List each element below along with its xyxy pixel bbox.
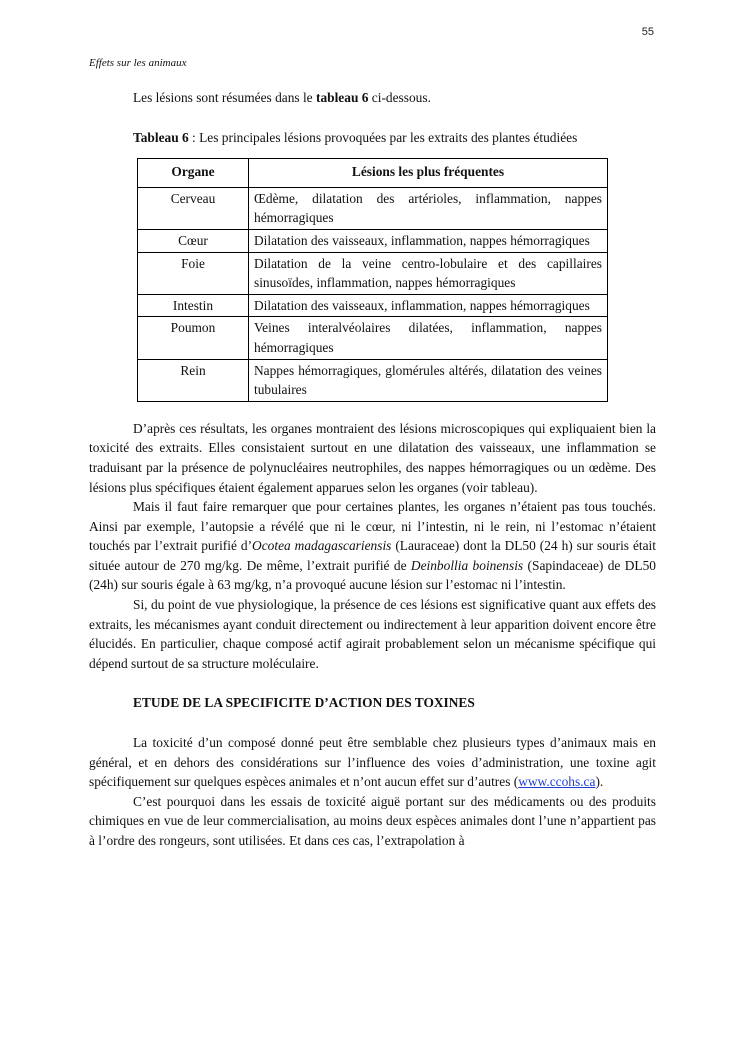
running-header: Effets sur les animaux (89, 57, 187, 69)
paragraph-exceptions (89, 497, 656, 595)
table-caption (89, 128, 656, 148)
header-organe: Organe (138, 159, 249, 188)
lesions-table-wrapper (137, 158, 656, 402)
table-row (138, 317, 608, 359)
para4-text: La toxicité d’un composé donné peut être semblable chez plusieurs types d’animaux mais en général, et en dehors des considérations sur l’influence des voies d’administration, une toxine agit spécifiquement sur quelques espèces animales et n’ont aucun effet sur d’autres ( (89, 735, 656, 790)
paragraph-acute-toxicity: C’est pourquoi dans les essais de toxicité aiguë portant sur des médicaments ou des produits chimiques en vue de leur commercialisation, au moins deux espèces animales dont l’une n’appartient pas à l’ordre des rongeurs, sont utilisées. Et dans ces cas, l’extrapolation à (89, 793, 656, 848)
para4-end: ). (595, 774, 604, 790)
table-caption-text: : Les principales lésions provoquées par les extraits des plantes étudiées (188, 129, 578, 145)
intro-after: ci-dessous. (368, 90, 431, 105)
intro-before: Les lésions sont résumées dans le (133, 90, 316, 105)
paragraph-mechanisms: Si, du point de vue physiologique, la présence de ces lésions est significative quant aux effets des extraits, les mécanismes ayant conduit directement ou indirectement à leur apparition doivent encore être élucidés. En particulier, chaque composé actif agirait probablement selon un mécanisme spécifique qui dépend surtout de sa structure moléculaire. (89, 597, 656, 671)
species-ocotea: Ocotea madagascariensis (252, 538, 392, 554)
page-number: 55 (641, 26, 654, 38)
table-row (138, 252, 608, 294)
lesions-cell: Dilatation de la veine centro-lobulaire et des capillaires sinusoïdes, inflammation, nappes hémorragiques (249, 252, 608, 294)
table-row (138, 294, 608, 317)
lesions-cell: Dilatation des vaisseaux, inflammation, nappes hémorragiques (249, 229, 608, 252)
lesions-cell: Œdème, dilatation des artérioles, inflammation, nappes hémorragiques (249, 187, 608, 229)
lesions-table (137, 158, 608, 402)
paragraph-results: D’après ces résultats, les organes montraient des lésions microscopiques qui expliquaient bien la toxicité des extraits. Elles consistaient surtout en une dilatation des vaisseaux, une inflammation se traduisant par la présence de polynucléaires neutrophiles, des nappes hémorragiques ou un œdème. Des lésions plus spécifiques étaient également apparues selon les organes (voir tableau). (89, 420, 656, 495)
section-heading: ETUDE DE LA SPECIFICITE D’ACTION DES TOXINES (133, 695, 475, 711)
lesions-cell: Veines interalvéolaires dilatées, inflammation, nappes hémorragiques (249, 317, 608, 359)
intro-sentence (89, 88, 656, 108)
table-row (138, 229, 608, 252)
organ-cell: Cœur (138, 229, 249, 252)
organ-cell: Cerveau (138, 187, 249, 229)
organ-cell: Intestin (138, 294, 249, 317)
lesions-cell: Dilatation des vaisseaux, inflammation, nappes hémorragiques (249, 294, 608, 317)
header-lesions: Lésions les plus fréquentes (249, 159, 608, 188)
table-header-row (138, 159, 608, 188)
table-caption-label: Tableau 6 (133, 129, 189, 145)
para2-part1: Mais il faut faire remarquer que pour certaines plantes, les organes n’étaient pas tous touchés. Ainsi par exemple, l’autopsie a révélé que ni le cœur, ni l’intestin, ni le rein, ni l’estomac n’étaient touchés par l’extrait purifié d’ (89, 499, 656, 554)
table-row (138, 187, 608, 229)
para2-part3: (Sapindaceae) de DL50 (24h) sur souris égale à 63 mg/kg, n’a provoqué aucune lésion sur l’estomac ni l’intestin. (89, 557, 656, 593)
organ-cell: Foie (138, 252, 249, 294)
lesions-cell: Nappes hémorragiques, glomérules altérés, dilatation des veines tubulaires (249, 359, 608, 401)
para2-part2: (Lauraceae) dont la DL50 (24 h) sur souris était située autour de 270 mg/kg. De même, l’extrait purifié de (89, 538, 656, 573)
page-body (89, 88, 656, 851)
paragraph-specificity (89, 733, 656, 792)
species-deinbollia: Deinbollia boinensis (410, 557, 524, 573)
intro-table-ref: tableau 6 (315, 90, 369, 105)
organ-cell: Poumon (138, 317, 249, 359)
organ-cell: Rein (138, 359, 249, 401)
table-row (138, 359, 608, 401)
ccohs-link[interactable]: www.ccohs.ca (518, 774, 596, 790)
